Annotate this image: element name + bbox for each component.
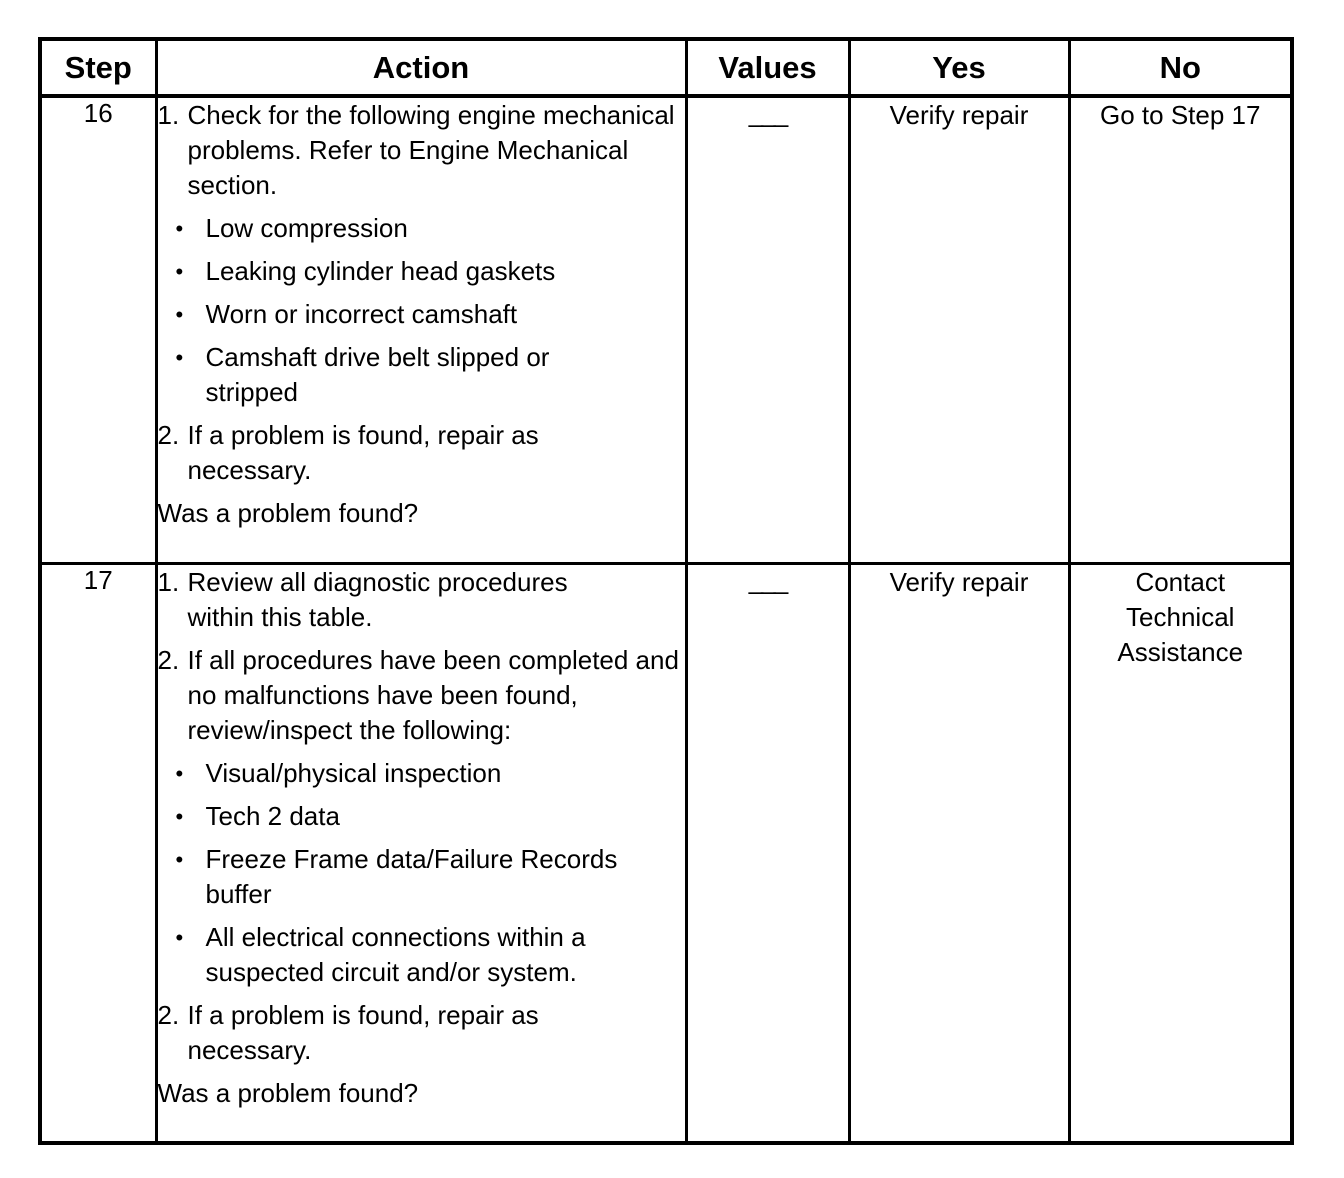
bullet-icon: • xyxy=(175,216,184,241)
bullet-item: • Low compression xyxy=(158,211,685,246)
header-yes: Yes xyxy=(849,39,1069,96)
bullet-icon: • xyxy=(175,804,184,829)
diagnostic-table xyxy=(38,37,1294,1145)
header-row xyxy=(40,39,1292,96)
yes-cell: Verify repair xyxy=(849,564,1069,1144)
action-question: Was a problem found? xyxy=(157,498,419,528)
bullet-item: • Worn or incorrect camshaft xyxy=(158,297,685,332)
no-line: Assistance xyxy=(1117,637,1244,667)
no-cell: Go to Step 17 xyxy=(1069,96,1292,564)
action-item: 2. If a problem is found, repair as necessary. xyxy=(157,420,539,485)
bullet-icon: • xyxy=(175,761,184,786)
action-item: 1. Check for the following engine mechanical problems. Refer to Engine Mechanical section. xyxy=(157,100,675,200)
values-dash: ___ xyxy=(748,98,787,128)
bullet-icon: • xyxy=(175,925,184,950)
action-item: 1. Review all diagnostic procedures within this table. xyxy=(157,567,568,632)
action-cell xyxy=(156,96,686,564)
header-action: Action xyxy=(156,39,686,96)
bullet-item: • Camshaft drive belt slipped or stripped xyxy=(175,342,550,407)
values-cell xyxy=(686,564,849,1144)
no-line: Contact xyxy=(1135,567,1226,597)
step-number: 17 xyxy=(40,564,156,1144)
bullet-icon: • xyxy=(175,345,184,370)
no-cell xyxy=(1069,564,1292,1144)
header-no: No xyxy=(1069,39,1292,96)
bullet-item: • Tech 2 data xyxy=(158,799,685,834)
header-step: Step xyxy=(40,39,156,96)
values-dash: ___ xyxy=(748,565,787,595)
bullet-item: • All electrical connections within a suspected circuit and/or system. xyxy=(175,922,586,987)
action-question: Was a problem found? xyxy=(157,1078,419,1108)
bullet-icon: • xyxy=(175,259,184,284)
action-item: 2. If all procedures have been completed and no malfunctions have been found, review/inspect the following: xyxy=(157,645,679,745)
bullet-item: • Visual/physical inspection xyxy=(158,756,685,791)
bullet-icon: • xyxy=(175,302,184,327)
action-cell xyxy=(156,564,686,1144)
header-values: Values xyxy=(686,39,849,96)
no-line: Technical xyxy=(1126,602,1235,632)
bullet-icon: • xyxy=(175,847,184,872)
action-item: 2. If a problem is found, repair as necessary. xyxy=(157,1000,539,1065)
step-number: 16 xyxy=(40,96,156,564)
bullet-item: • Leaking cylinder head gaskets xyxy=(158,254,685,289)
yes-cell: Verify repair xyxy=(849,96,1069,564)
table-row-step-16 xyxy=(40,96,1292,564)
bullet-item: • Freeze Frame data/Failure Records buffer xyxy=(175,844,618,909)
values-cell xyxy=(686,96,849,564)
table-row-step-17 xyxy=(40,564,1292,1144)
